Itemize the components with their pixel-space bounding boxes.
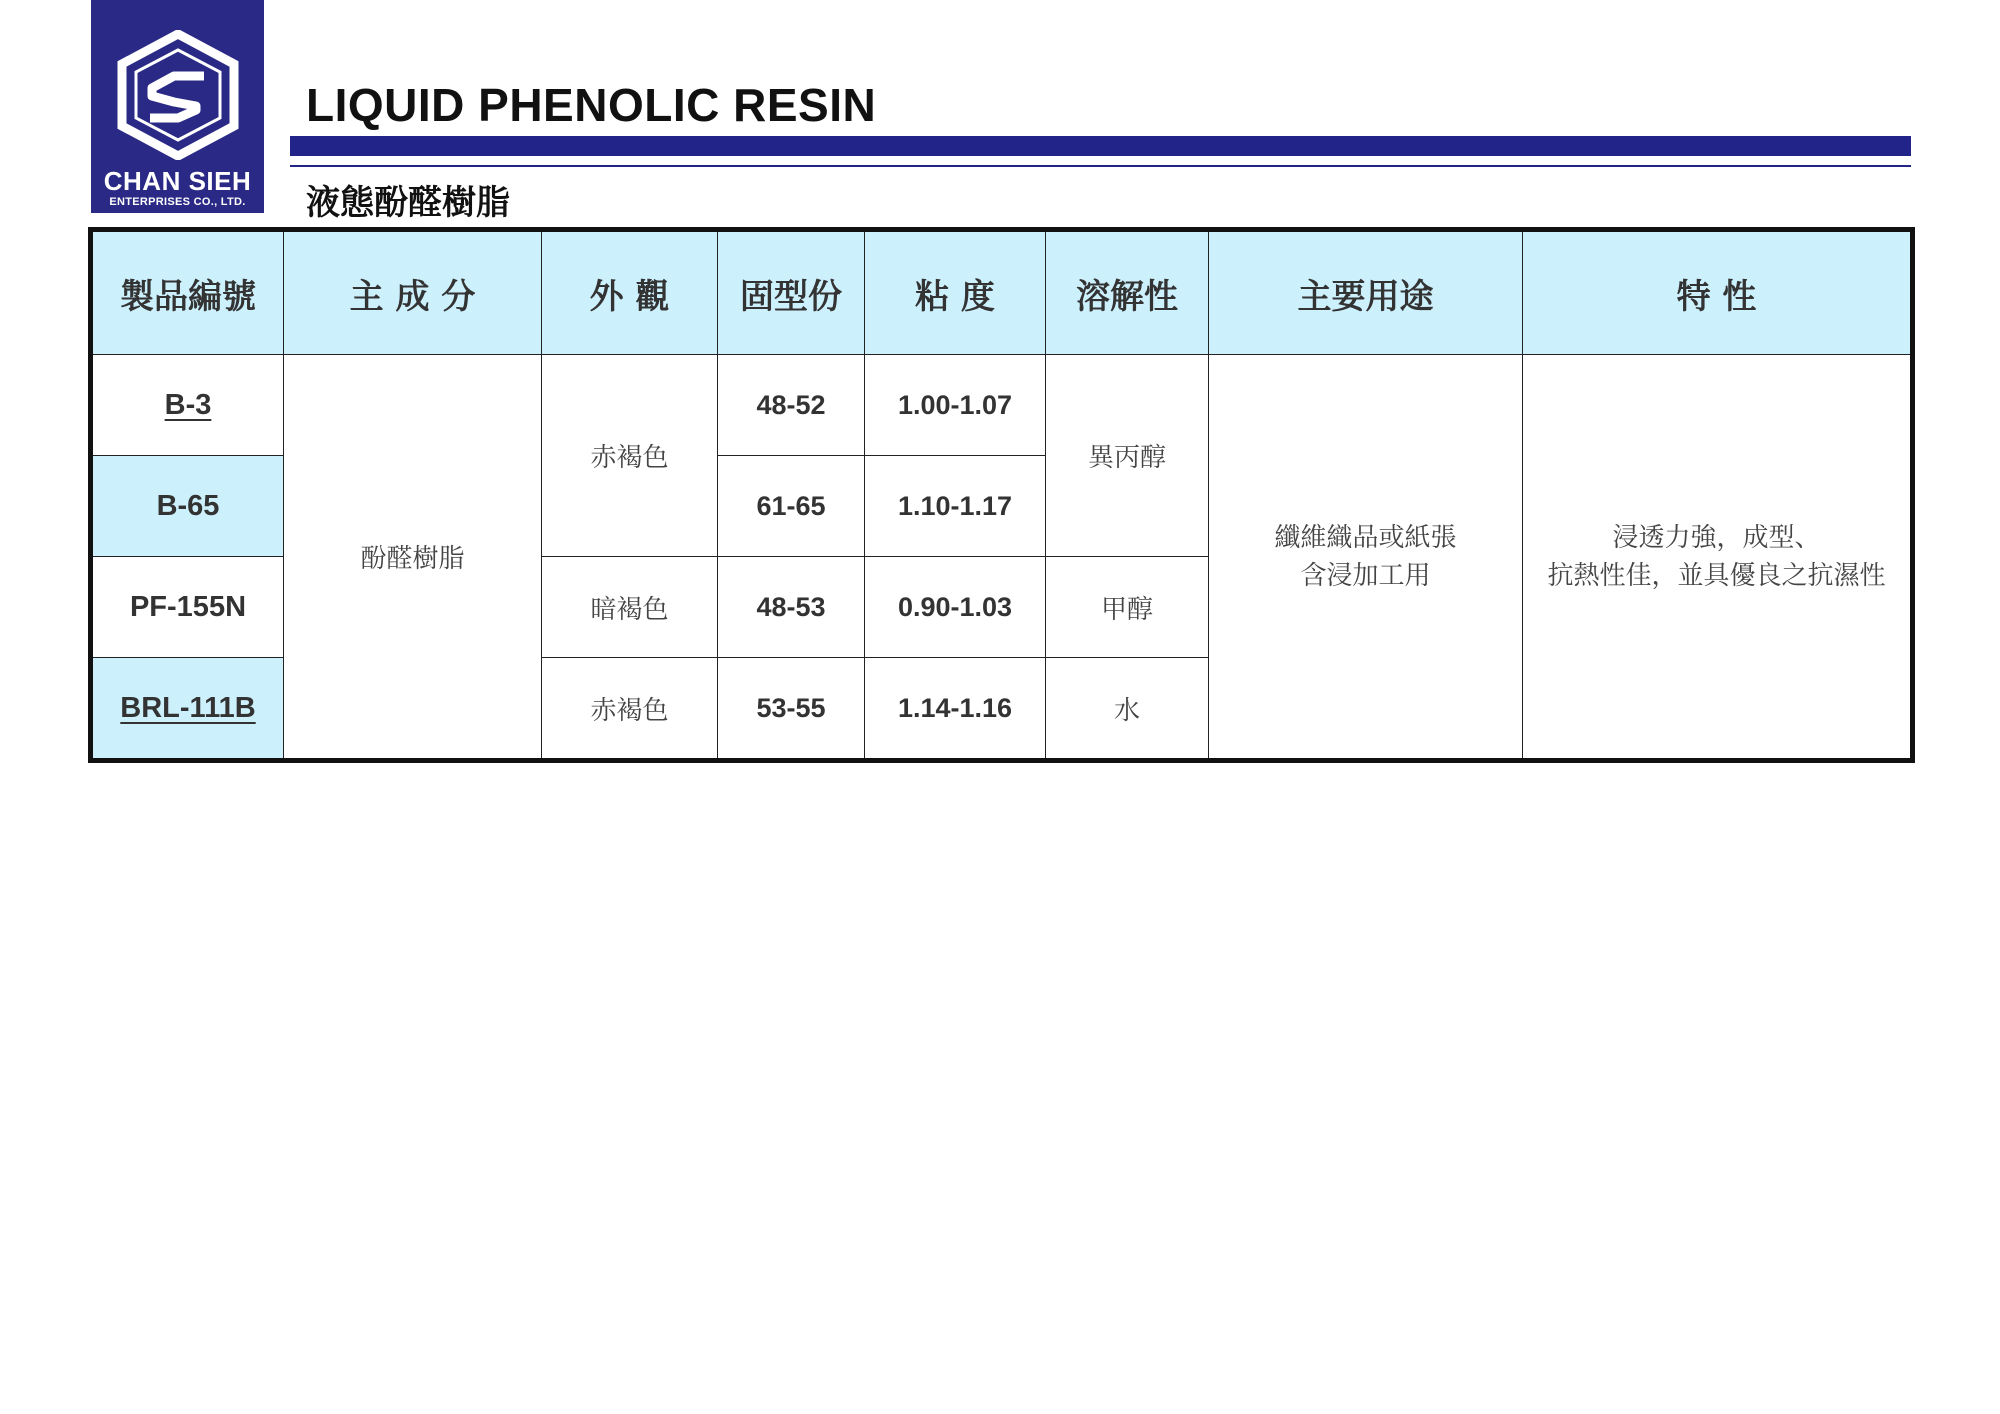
table-row [91,355,1913,456]
solid-content-cell: 48-52 [718,355,865,456]
header-appearance: 外 觀 [542,230,718,355]
solubility-cell: 水 [1046,658,1209,761]
viscosity-cell: 1.14-1.16 [865,658,1046,761]
title-divider-line [290,165,1911,167]
product-spec-table [88,227,1915,763]
product-code-link[interactable]: BRL-111B [120,691,256,724]
product-code-cell [91,355,284,456]
chan-sieh-logo-icon [116,30,240,160]
appearance-cell: 暗褐色 [542,557,718,658]
usage-cell [1209,355,1523,761]
viscosity-cell: 0.90-1.03 [865,557,1046,658]
features-cell [1523,355,1913,761]
usage-line: 纖維織品或紙張 [1274,522,1457,553]
header-solid-content: 固型份 [718,230,865,355]
solubility-cell: 甲醇 [1046,557,1209,658]
features-line: 抗熱性佳，並具優良之抗濕性 [1547,560,1886,591]
solid-content-cell: 61-65 [718,456,865,557]
table-header-row [91,230,1913,355]
features-line: 浸透力強，成型、 [1612,522,1821,553]
solid-content-cell: 53-55 [718,658,865,761]
page-subtitle: 液態酚醛樹脂 [306,183,510,223]
header-component: 主 成 分 [284,230,542,355]
header-solubility: 溶解性 [1046,230,1209,355]
product-code-link[interactable]: B-3 [164,388,212,421]
appearance-cell: 赤褐色 [542,355,718,557]
solid-content-cell: 48-53 [718,557,865,658]
page-title: LIQUID PHENOLIC RESIN [306,79,877,131]
product-code-cell [91,658,284,761]
header-viscosity: 粘 度 [865,230,1046,355]
header-features: 特 性 [1523,230,1913,355]
viscosity-cell: 1.10-1.17 [865,456,1046,557]
company-name: CHAN SIEH [103,166,252,196]
product-code-cell: PF-155N [91,557,284,658]
header-main-usage: 主要用途 [1209,230,1523,355]
viscosity-cell: 1.00-1.07 [865,355,1046,456]
solubility-cell: 異丙醇 [1046,355,1209,557]
component-cell: 酚醛樹脂 [284,355,542,761]
header-product-code: 製品編號 [91,230,284,355]
product-code-cell: B-65 [91,456,284,557]
appearance-cell: 赤褐色 [542,658,718,761]
title-divider-bar [290,136,1911,156]
company-subtitle: ENTERPRISES CO., LTD. [109,196,246,208]
company-logo [91,0,264,213]
usage-line: 含浸加工用 [1300,560,1431,591]
